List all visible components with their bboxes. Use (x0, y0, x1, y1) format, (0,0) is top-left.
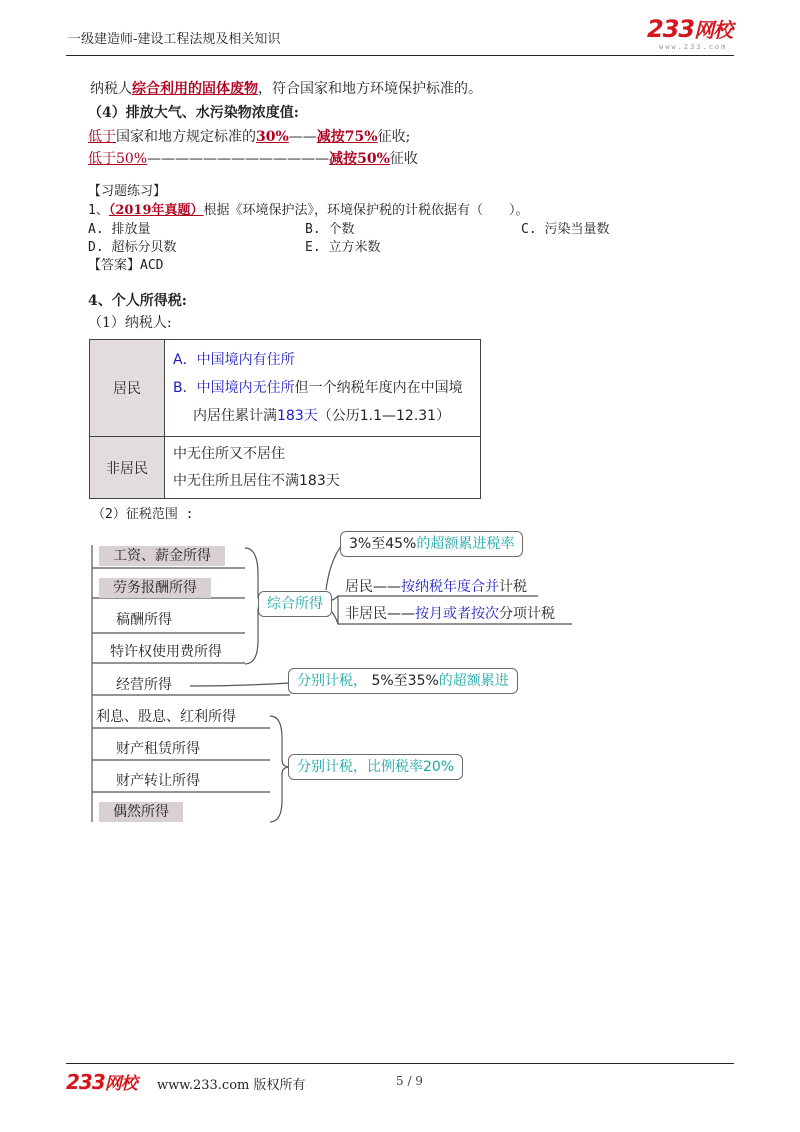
option-d[interactable]: D. 超标分贝数 (88, 240, 177, 255)
logo-text: 网校 (694, 18, 733, 42)
resident-b-blue: 中国境内无住所 (196, 380, 295, 396)
r2-d: 50% (357, 151, 390, 167)
biz-box-b: 5%至35% (371, 673, 439, 689)
resident-cond-b-line2 (173, 402, 472, 430)
income-business: 经营所得 (116, 677, 172, 693)
resident-b-rest: 但一个纳税年度内在中国境 (294, 380, 463, 396)
question-text: 根据《环境保护法》，环境保护税的计税依据有（ ）。 (203, 203, 529, 218)
nonresident-method (345, 604, 555, 624)
resident-b2-num: 183天 (277, 408, 318, 424)
rule-line-1 (88, 126, 410, 146)
option-b[interactable]: B. 个数 (305, 222, 355, 237)
header-rule (66, 55, 734, 56)
footer-logo-number: 233 (66, 1070, 105, 1094)
r1-e: 减按 (316, 129, 345, 145)
intro-text-b: ，符合国家和地方环境保护标准的。 (258, 81, 482, 97)
resident-b2-b: （公历1.1—12.31） (317, 408, 451, 424)
nonresident-label: 非居民 (90, 437, 165, 499)
r2-a: 低于50% (88, 151, 148, 167)
r1-b: 国家和地方规定标准的 (116, 129, 256, 145)
resident-method-b: 按纳税年度合并 (401, 579, 499, 595)
subsection-scope: （2）征税范围 : (92, 507, 194, 522)
header-logo[interactable] (647, 15, 733, 51)
taxpayer-table (89, 339, 481, 499)
table-row-resident (90, 340, 481, 437)
nonresident-line-2: 中无住所且居住不满183天 (173, 472, 340, 489)
r1-g: 征收; (377, 129, 411, 145)
r1-d: —— (288, 129, 317, 145)
logo-url: www.233.com (659, 43, 728, 51)
resident-method-a: 居民—— (345, 579, 401, 595)
option-a[interactable]: A. 排放量 (88, 222, 151, 237)
nonresident-line-1: 中无住所又不居住 (173, 445, 285, 462)
footer-rule (66, 1063, 734, 1064)
income-interest: 利息、股息、红利所得 (96, 709, 236, 725)
footer-logo-text: 网校 (104, 1074, 137, 1094)
exercise-heading: 【习题练习】 (88, 184, 167, 199)
resident-method (345, 577, 527, 597)
resident-content (165, 340, 481, 437)
resident-method-c: 计税 (499, 579, 527, 595)
r2-b: ————————————— (147, 151, 330, 167)
resident-b-prefix: B． (173, 380, 197, 396)
r2-e: 征收 (389, 151, 418, 167)
income-incidental: 偶然所得 (99, 802, 183, 822)
business-rate-box (288, 668, 518, 694)
r2-c: 减按 (329, 151, 358, 167)
nonres-method-c: 分项计税 (499, 606, 555, 622)
table-row-nonresident (90, 437, 481, 499)
resident-cond-b (173, 374, 472, 402)
resident-b2-a: 内居住累计满 (193, 408, 277, 424)
rule-line-2 (88, 148, 418, 168)
footer-logo[interactable] (66, 1069, 137, 1094)
intro-highlight: 综合利用的固体废物 (132, 81, 258, 97)
question-number: 1、 (88, 203, 109, 218)
income-labor: 劳务报酬所得 (99, 578, 211, 598)
income-wages: 工资、薪金所得 (99, 546, 225, 566)
r1-a: 低于 (88, 129, 116, 145)
income-property-transfer: 财产转让所得 (116, 773, 200, 789)
combined-income-box: 综合所得 (258, 591, 332, 617)
nonres-method-b: 按月或者按次 (415, 606, 499, 622)
r1-f: 75% (344, 129, 378, 145)
exercise-answer: 【答案】ACD (88, 258, 164, 273)
biz-box-c: 的超额累进 (438, 673, 509, 689)
option-e[interactable]: E. 立方米数 (305, 240, 381, 255)
subsection-taxpayer: （1）纳税人: (88, 315, 172, 331)
footer-copyright: www.233.com 版权所有 (157, 1078, 306, 1093)
logo-number: 233 (647, 15, 695, 43)
rate-box-progressive (340, 531, 523, 557)
income-royalty-manuscript: 稿酬所得 (116, 612, 172, 628)
resident-cond-a: A．中国境内有住所 (173, 352, 295, 368)
nonresident-content (165, 437, 481, 499)
option-c[interactable]: C. 污染当量数 (521, 222, 610, 237)
intro-text-a: 纳税人 (90, 81, 132, 97)
exercise-question (88, 199, 529, 218)
item-4-heading: （4）排放大气、水污染物浓度值: (88, 105, 299, 121)
section-4-title: 4、个人所得税: (88, 293, 187, 309)
income-franchise: 特许权使用费所得 (110, 644, 222, 660)
nonres-method-a: 非居民—— (345, 606, 415, 622)
proportional-rate-box: 分别计税，比例税率20% (288, 754, 463, 780)
page-number: 5 / 9 (396, 1074, 423, 1088)
question-year: （2019年真题） (108, 203, 204, 218)
biz-box-a: 分别计税， (297, 673, 367, 689)
income-property-lease: 财产租赁所得 (116, 741, 200, 757)
resident-label: 居民 (90, 340, 165, 437)
rate-box-1-a: 3%至45% (349, 536, 417, 552)
rate-box-1-b: 的超额累进税率 (416, 536, 515, 552)
intro-paragraph (90, 78, 482, 98)
r1-c: 30% (256, 129, 289, 145)
header-title: 一级建造师-建设工程法规及相关知识 (68, 32, 281, 47)
